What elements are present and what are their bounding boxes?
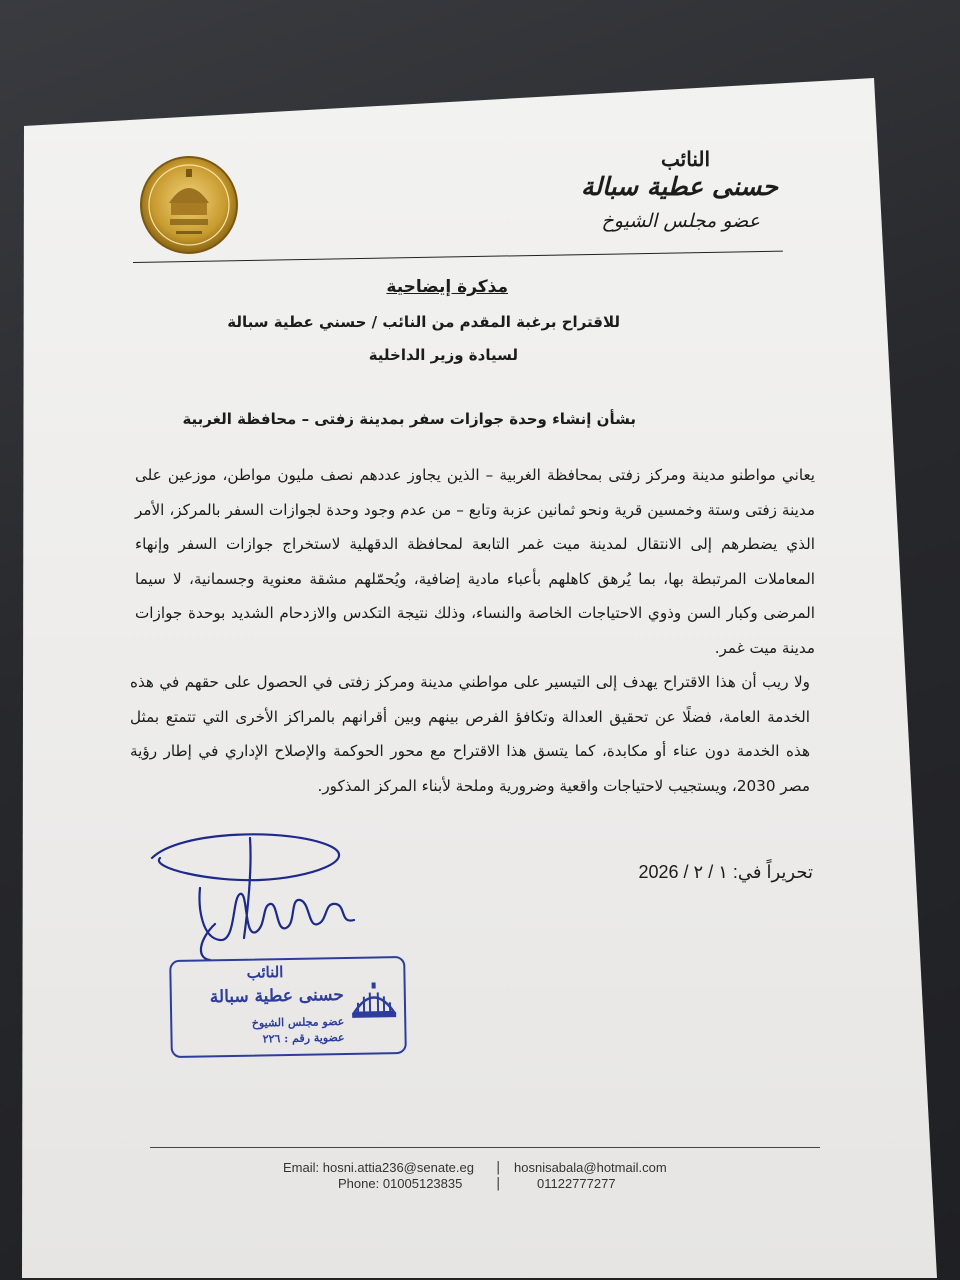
stamp-title: النائب <box>246 963 284 982</box>
stamp-dome-icon <box>348 980 401 1025</box>
header-title: النائب <box>661 147 710 171</box>
header-role: عضو مجلس الشيوخ <box>601 210 760 232</box>
body-paragraph-1: يعاني مواطنو مدينة ومركز زفتى بمحافظة الغربية – الذين يجاوز عددهم نصف مليون مواطن، موزعين على مدينة زفتى وستة وخمسين قرية ونحو ثمانين عزبة وتابع – من عدم وجود وحدة لجوازات السفر بالمركز، الأمر الذي يضطرهم إلى الانتقال لمدينة ميت غمر التابعة لمحافظة الدقهلية لاستخراج جوازات السفر وإنهاء المعاملات المرتبطة بها، بما يُرهق كاهلهم بأعباء مادية إضافية، ويُحمّلهم مشقة معنوية وجسمانية، لا سيما المرضى وكبار السن وذوي الاحتياجات الخاصة والنساء، وذلك نتيجة التكدس والازدحام الشديد بوحدة جوازات مدينة ميت غمر. <box>135 466 815 657</box>
footer-separator: | <box>496 1160 501 1175</box>
memo-subject: بشأن إنشاء وحدة جوازات سفر بمدينة زفتى – محافظة الغربية <box>182 410 636 428</box>
stamp-role: عضو مجلس الشيوخ <box>251 1015 345 1030</box>
memo-addressee-line: لسيادة وزير الداخلية <box>368 346 518 364</box>
senate-seal-logo <box>134 155 244 255</box>
stamp-membership: عضوية رقم : ٢٢٦ <box>262 1031 345 1046</box>
body-paragraph-2: ولا ريب أن هذا الاقتراح يهدف إلى التيسير على مواطني مدينة ومركز زفتى في الحصول على حقهم في هذه الخدمة العامة، فضلًا عن تحقيق العدالة وتكافؤ الفرص بينهم وبين أقرانهم بالمراكز الأخرى التي تتمتع بمثل هذه الخدمة دون عناء أو مكابدة، كما يتسق هذا الاقتراح مع محور الحوكمة والإصلاح الإداري في إطار رؤية مصر 2030، ويستجيب لاحتياجات واقعية وضرورية وملحة لأبناء المركز المذكور. <box>130 673 810 795</box>
date-line: تحريراً في: ١ / ٢ / 2026 <box>638 862 813 882</box>
memo-proposal-line: للاقتراح برغبة المقدم من النائب / حسني عطية سبالة <box>227 313 620 331</box>
footer-separator: | <box>496 1176 501 1191</box>
footer-phone-2: 01122777277 <box>537 1176 616 1191</box>
footer-email-2: hosnisabala@hotmail.com <box>514 1160 667 1175</box>
stamp-name: حسنى عطية سبالة <box>209 985 344 1008</box>
footer-divider <box>150 1147 820 1148</box>
handwritten-signature <box>140 828 380 968</box>
official-stamp <box>169 956 407 1058</box>
footer-email-1: Email: hosni.attia236@senate.eg <box>283 1160 474 1175</box>
header-name: حسنى عطية سبالة <box>580 172 778 201</box>
footer-phone-1: Phone: 01005123835 <box>338 1176 463 1191</box>
memo-title: مذكرة إيضاحية <box>386 277 508 297</box>
